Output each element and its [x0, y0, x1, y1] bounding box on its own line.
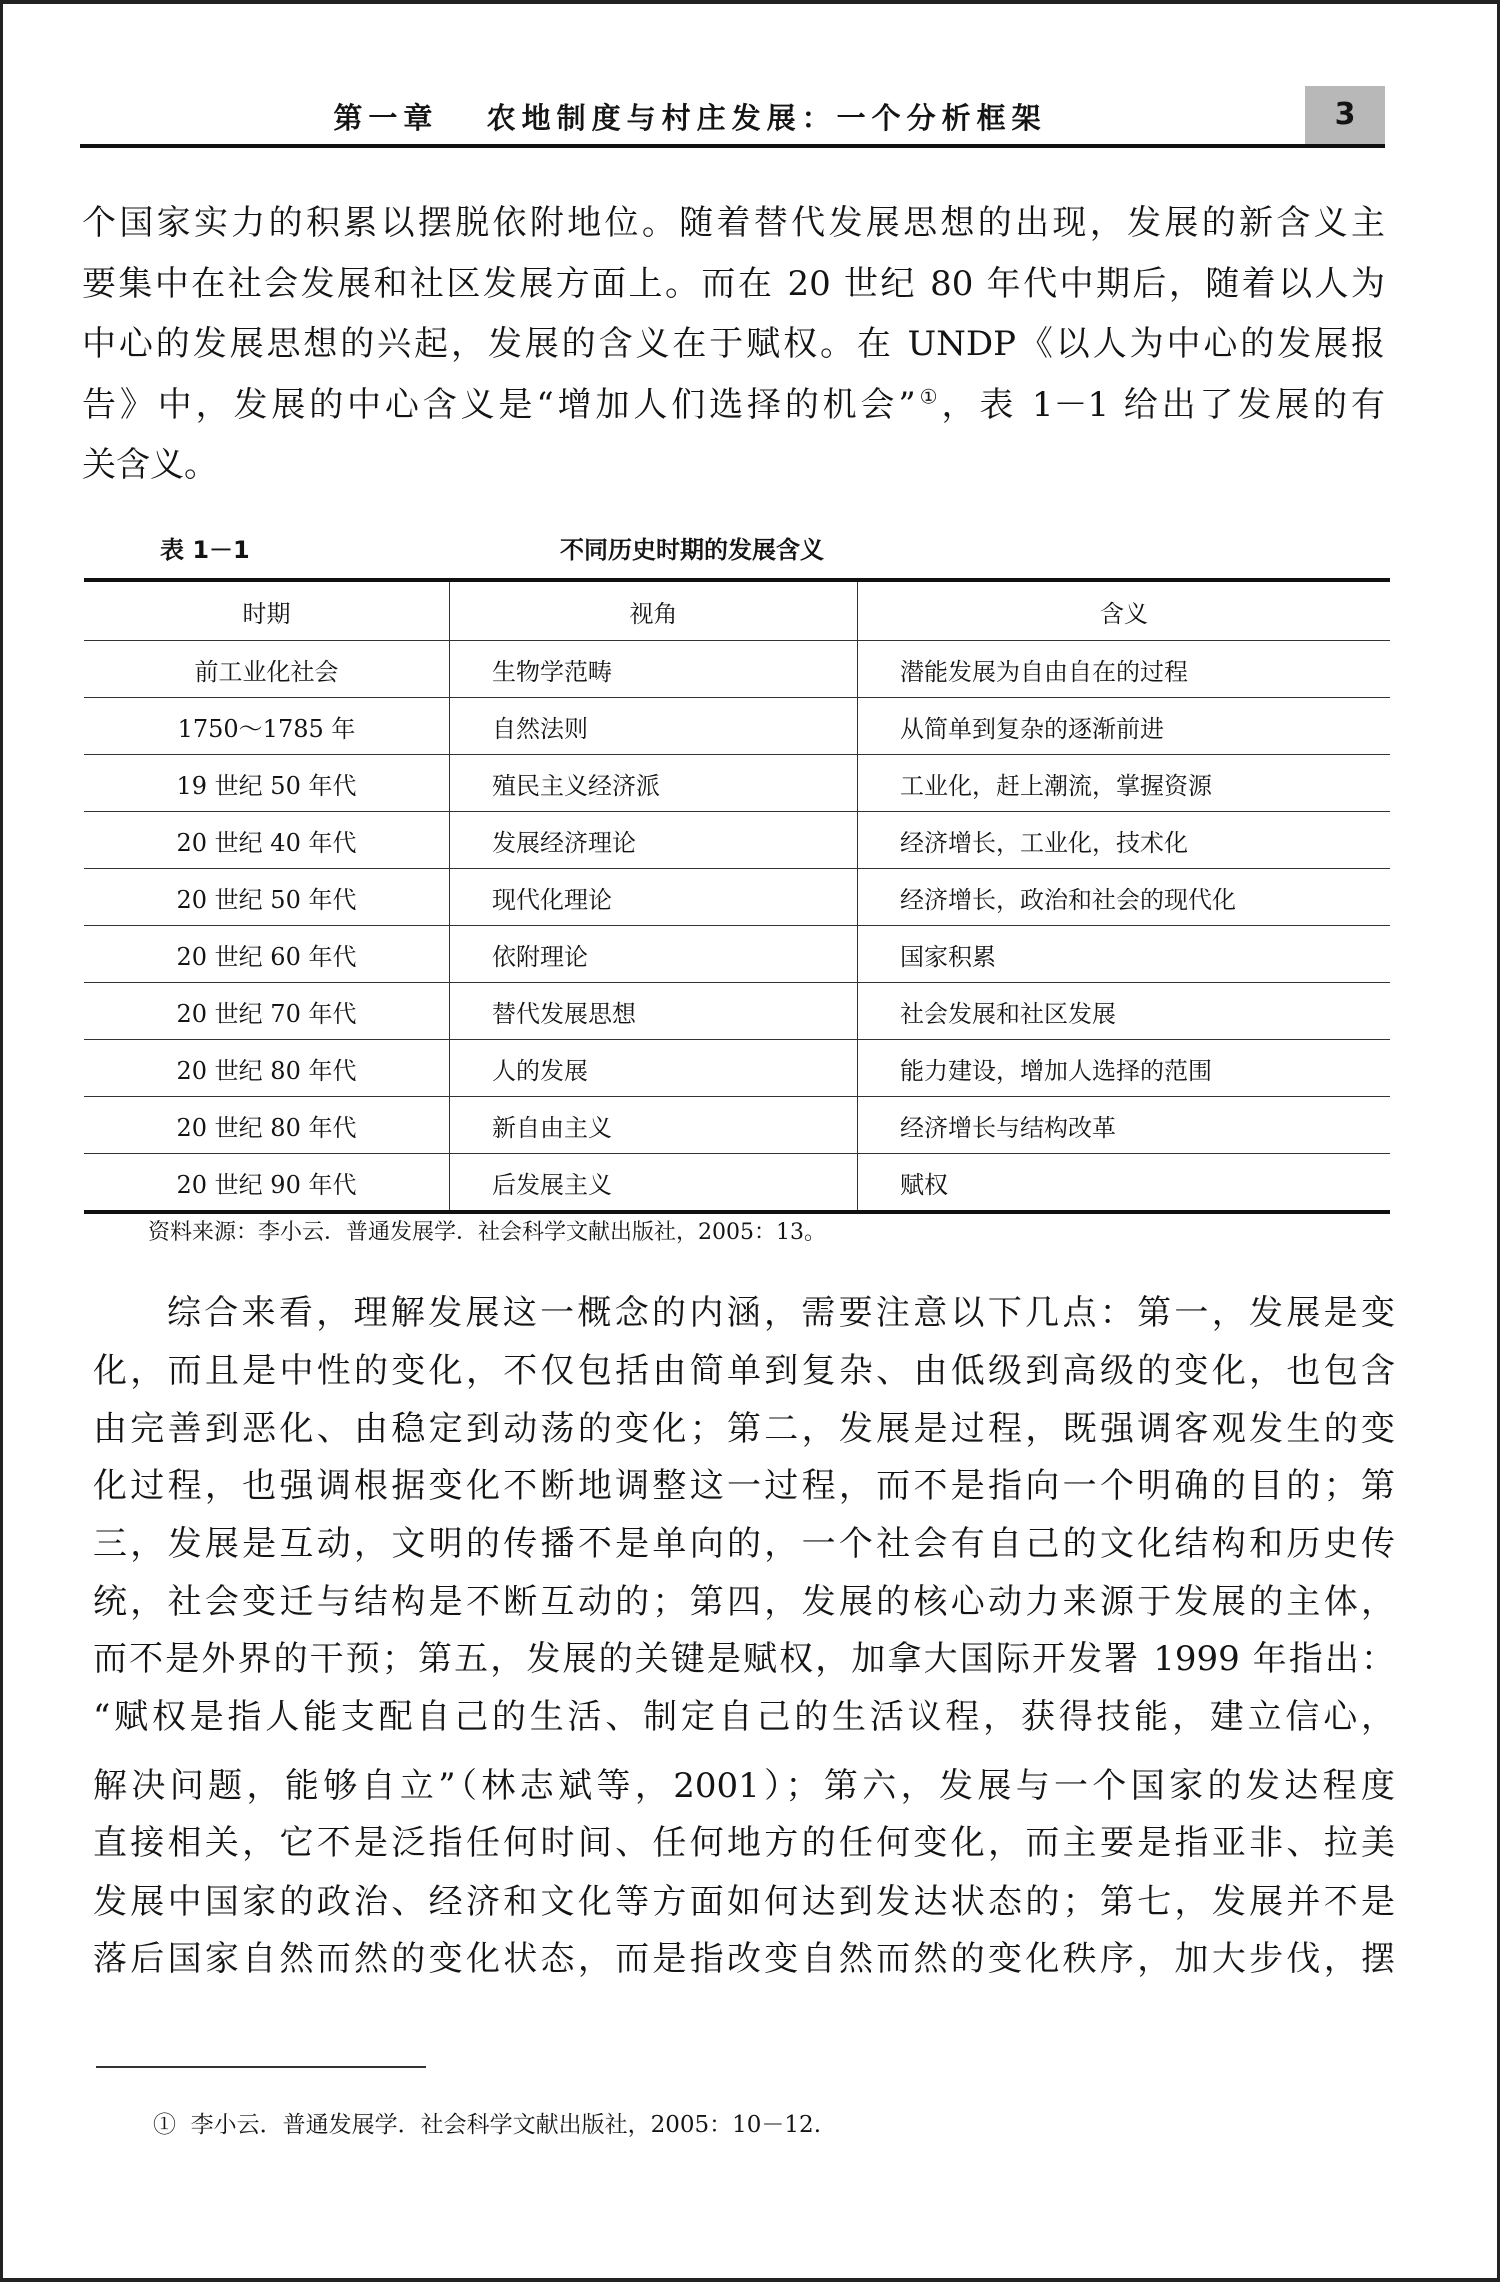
cell-period: 1750～1785 年 — [84, 698, 450, 755]
cell-perspective: 自然法则 — [450, 698, 858, 755]
cell-meaning: 国家积累 — [858, 926, 1391, 983]
footnote — [153, 2106, 821, 2139]
cell-period: 20 世纪 50 年代 — [84, 869, 450, 926]
cell-perspective: 现代化理论 — [450, 869, 858, 926]
text-line: 落后国家自然而然的变化状态，而是指改变自然而然的变化秩序，加大步伐，摆 — [93, 1939, 1395, 1979]
cell-period: 20 世纪 80 年代 — [84, 1097, 450, 1154]
text-line: 而不是外界的干预；第五，发展的关键是赋权，加拿大国际开发署 1999 年指出： — [93, 1639, 1395, 1679]
cell-period: 20 世纪 60 年代 — [84, 926, 450, 983]
column-header-period: 时期 — [84, 580, 450, 641]
text-line: 统，社会变迁与结构是不断互动的；第四，发展的核心动力来源于发展的主体， — [93, 1582, 1395, 1622]
text-line — [82, 375, 1385, 435]
table-row — [84, 869, 1390, 926]
cell-meaning: 经济增长，工业化，技术化 — [858, 812, 1391, 869]
table-title: 不同历史时期的发展含义 — [560, 536, 824, 564]
text-line: 个国家实力的积累以摆脱依附地位。随着替代发展思想的出现，发展的新含义主 — [82, 203, 1385, 243]
cell-period: 20 世纪 90 年代 — [84, 1154, 450, 1213]
cell-meaning: 能力建设，增加人选择的范围 — [858, 1040, 1391, 1097]
table-header-row — [84, 580, 1390, 641]
text-line: 化，而且是中性的变化，不仅包括由简单到复杂、由低级到高级的变化，也包含 — [93, 1351, 1395, 1391]
table-row — [84, 755, 1390, 812]
cell-meaning: 潜能发展为自由自在的过程 — [858, 641, 1391, 698]
table-row — [84, 812, 1390, 869]
table-row — [84, 1154, 1390, 1213]
cell-perspective: 替代发展思想 — [450, 983, 858, 1040]
cell-perspective: 生物学范畴 — [450, 641, 858, 698]
cell-meaning: 从简单到复杂的逐渐前进 — [858, 698, 1391, 755]
running-head-title: 第一章 农地制度与村庄发展：一个分析框架 — [333, 101, 1047, 135]
cell-period: 20 世纪 40 年代 — [84, 812, 450, 869]
cell-period: 20 世纪 70 年代 — [84, 983, 450, 1040]
text-line-head: 告》中，发展的中心含义是“增加人们选择的机会” — [82, 385, 916, 425]
cell-period: 20 世纪 80 年代 — [84, 1040, 450, 1097]
text-line: 由完善到恶化、由稳定到动荡的变化；第二，发展是过程，既强调客观发生的变 — [93, 1409, 1395, 1449]
table-row — [84, 1097, 1390, 1154]
text-line: 化过程，也强调根据变化不断地调整这一过程，而不是指向一个明确的目的；第 — [93, 1466, 1395, 1506]
text-line: 直接相关，它不是泛指任何时间、任何地方的任何变化，而主要是指亚非、拉美 — [93, 1823, 1395, 1863]
cell-perspective: 人的发展 — [450, 1040, 858, 1097]
text-line: “赋权是指人能支配自己的生活、制定自己的生活议程，获得技能，建立信心， — [93, 1697, 1395, 1737]
cell-perspective: 新自由主义 — [450, 1097, 858, 1154]
footnote-mark: ① — [153, 2112, 176, 2138]
text-line: 中心的发展思想的兴起，发展的含义在于赋权。在 UNDP《以人为中心的发展报 — [82, 324, 1385, 364]
table-source: 资料来源：李小云．普通发展学．社会科学文献出版社，2005：13。 — [148, 1220, 826, 1245]
text-line: 关含义。 — [82, 445, 218, 485]
footnote-ref[interactable]: ① — [915, 384, 942, 409]
cell-perspective: 后发展主义 — [450, 1154, 858, 1213]
table-row — [84, 983, 1390, 1040]
header-rule — [80, 144, 1385, 148]
table-row — [84, 1040, 1390, 1097]
text-line: 发展中国家的政治、经济和文化等方面如何达到发达状态的；第七，发展并不是 — [93, 1882, 1395, 1922]
cell-perspective: 殖民主义经济派 — [450, 755, 858, 812]
cell-period: 前工业化社会 — [84, 641, 450, 698]
cell-perspective: 发展经济理论 — [450, 812, 858, 869]
table-row — [84, 926, 1390, 983]
cell-perspective: 依附理论 — [450, 926, 858, 983]
text-line: 要集中在社会发展和社区发展方面上。而在 20 世纪 80 年代中期后，随着以人为 — [82, 264, 1385, 304]
cell-meaning: 经济增长，政治和社会的现代化 — [858, 869, 1391, 926]
text-line-tail: ，表 1－1 给出了发展的有 — [941, 385, 1385, 425]
column-header-meaning: 含义 — [858, 580, 1391, 641]
text-line: 解决问题，能够自立”（林志斌等，2001）；第六，发展与一个国家的发达程度 — [93, 1766, 1395, 1806]
cell-meaning: 经济增长与结构改革 — [858, 1097, 1391, 1154]
footnote-rule — [96, 2066, 426, 2068]
table-label: 表 1－1 — [160, 536, 250, 564]
table-row — [84, 641, 1390, 698]
text-line: 三，发展是互动，文明的传播不是单向的，一个社会有自己的文化结构和历史传 — [93, 1524, 1395, 1564]
cell-meaning: 赋权 — [858, 1154, 1391, 1213]
cell-meaning: 社会发展和社区发展 — [858, 983, 1391, 1040]
column-header-perspective: 视角 — [450, 580, 858, 641]
table-row — [84, 698, 1390, 755]
page-number: 3 — [1305, 86, 1385, 144]
cell-meaning: 工业化，赶上潮流，掌握资源 — [858, 755, 1391, 812]
cell-period: 19 世纪 50 年代 — [84, 755, 450, 812]
development-meanings-table — [84, 578, 1390, 1214]
footnote-text: 李小云．普通发展学．社会科学文献出版社，2005：10－12. — [190, 2112, 822, 2138]
text-line: 综合来看，理解发展这一概念的内涵，需要注意以下几点：第一，发展是变 — [167, 1293, 1395, 1333]
